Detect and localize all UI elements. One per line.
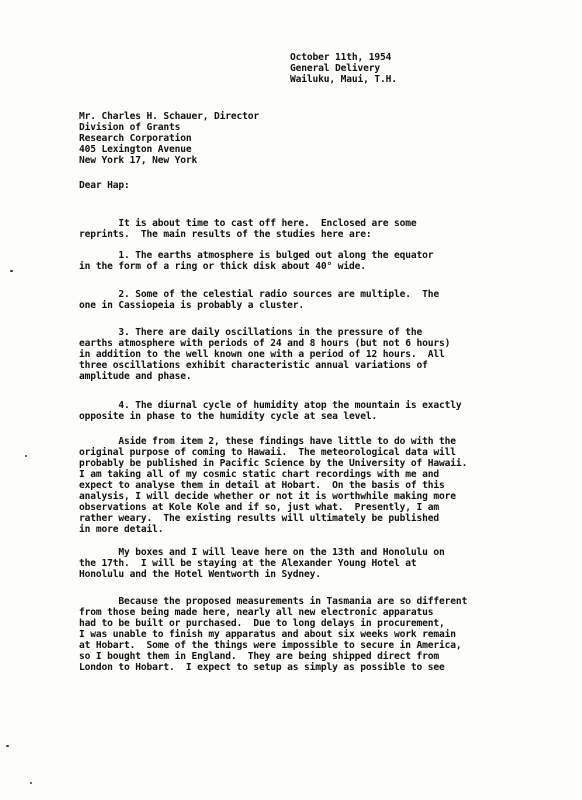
paragraph-line: in the form of a ring or thick disk about 40° wide. — [79, 261, 366, 272]
paragraph-line: earths atmosphere with periods of 24 and 8 hours (but not 6 hours) — [79, 338, 451, 349]
paragraph-line: rather weary. The existing results will ultimately be published — [79, 513, 440, 524]
paragraph-line: I am taking all of my cosmic static chart recordings with me and — [79, 469, 440, 480]
paragraph-line: My boxes and I will leave here on the 13th and Honolulu on — [79, 547, 445, 558]
paragraph-line: expect to analyse them in detail at Hobart. On the basis of this — [79, 480, 445, 491]
salutation: Dear Hap: — [79, 180, 130, 191]
paragraph-line: in addition to the well known one with a period of 12 hours. All — [79, 349, 445, 360]
recipient-line: 405 Lexington Avenue — [79, 144, 192, 155]
paragraph-line: analysis, I will decide whether or not it is worthwhile making more — [79, 491, 456, 502]
paragraph-line: in more detail. — [79, 524, 164, 535]
paragraph-line: amplitude and phase. — [79, 371, 192, 382]
scan-speck — [6, 745, 9, 747]
paragraph-line: 4. The diurnal cycle of humidity atop the mountain is exactly — [79, 400, 462, 411]
recipient-line: Division of Grants — [79, 122, 181, 133]
scan-speck — [25, 455, 27, 457]
paragraph-line: observations at Kole Kole and if so, just what. Presently, I am — [79, 502, 440, 513]
paragraph-line: had to be built or purchased. Due to long delays in procurement, — [79, 618, 445, 629]
paragraph-line: London to Hobart. I expect to setup as simply as possible to see — [79, 662, 445, 673]
paragraph-line: I was unable to finish my apparatus and about six weeks work remain — [79, 629, 456, 640]
paragraph-line: 1. The earths atmosphere is bulged out along the equator — [79, 250, 434, 261]
paragraph-line: probably be published in Pacific Science by the University of Hawaii. — [79, 458, 468, 469]
scan-speck — [30, 782, 32, 784]
paragraph-line: three oscillations exhibit characteristic annual variations of — [79, 360, 428, 371]
dateline-delivery: General Delivery — [290, 63, 381, 74]
paragraph-line: one in Cassiopeia is probably a cluster. — [79, 300, 305, 311]
paragraph-line: Honolulu and the Hotel Wentworth in Sydney. — [79, 569, 321, 580]
recipient-line: Mr. Charles H. Schauer, Director — [79, 111, 260, 122]
dateline-date: October 11th, 1954 — [290, 52, 392, 63]
paragraph-line: Aside from item 2, these findings have little to do with the — [79, 436, 456, 447]
recipient-line: Research Corporation — [79, 133, 192, 144]
paragraph-line: 3. There are daily oscillations in the pressure of the — [79, 327, 423, 338]
paragraph-line: so I bought them in England. They are being shipped direct from — [79, 651, 440, 662]
dateline-place: Wailuku, Maui, T.H. — [290, 74, 397, 85]
paragraph-line: 2. Some of the celestial radio sources are multiple. The — [79, 289, 440, 300]
paragraph-line: reprints. The main results of the studies here are: — [79, 229, 372, 240]
scan-speck — [10, 270, 13, 272]
paragraph-line: from those being made here, nearly all new electronic apparatus — [79, 607, 434, 618]
paragraph-line: It is about time to cast off here. Enclosed are some — [79, 218, 417, 229]
paragraph-line: original purpose of coming to Hawaii. The meteorological data will — [79, 447, 456, 458]
paragraph-line: opposite in phase to the humidity cycle at sea level. — [79, 411, 378, 422]
paragraph-line: Because the proposed measurements in Tasmania are so different — [79, 596, 468, 607]
recipient-line: New York 17, New York — [79, 155, 198, 166]
paragraph-line: the 17th. I will be staying at the Alexander Young Hotel at — [79, 558, 417, 569]
paragraph-line: at Hobart. Some of the things were impossible to secure in America, — [79, 640, 462, 651]
